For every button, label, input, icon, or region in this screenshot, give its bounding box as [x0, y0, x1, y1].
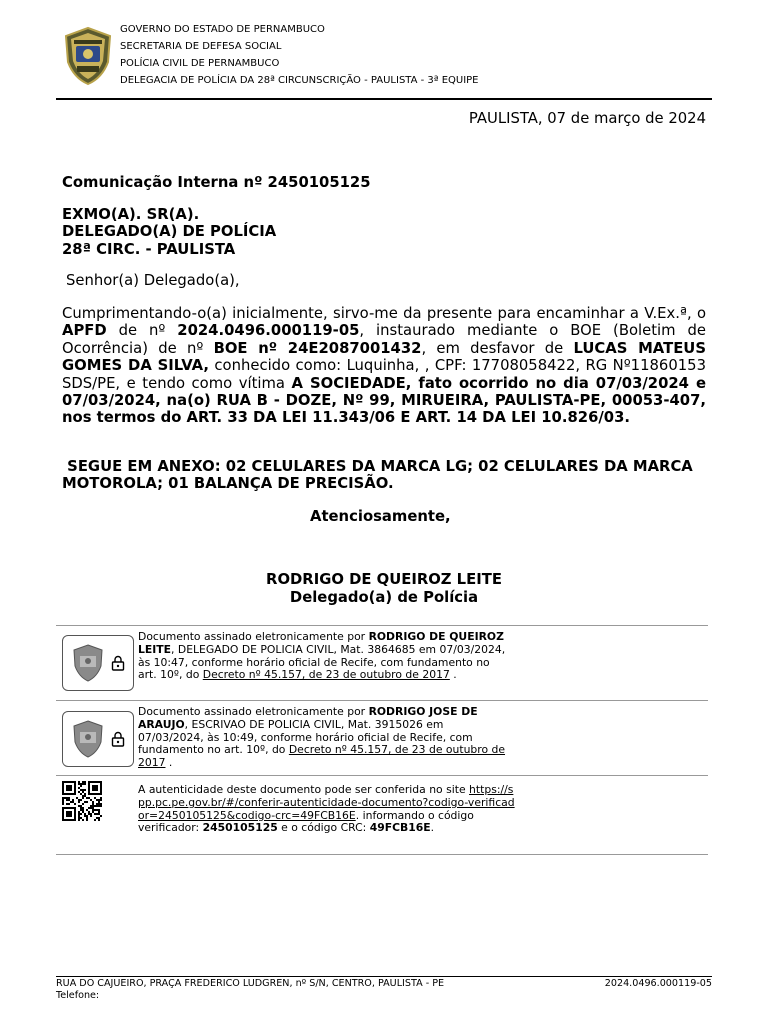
qr-module — [92, 785, 98, 791]
salutation-text: Senhor(a) Delegado(a), — [66, 272, 240, 289]
qr-module — [80, 809, 82, 811]
qr-module — [80, 817, 82, 819]
qr-module — [84, 813, 86, 815]
signature-divider-bottom — [56, 854, 708, 855]
qr-module — [78, 791, 80, 793]
qr-module — [92, 801, 94, 803]
qr-module — [94, 797, 96, 799]
salutation — [66, 272, 710, 289]
footer-reference: 2024.0496.000119-05 — [604, 978, 712, 989]
signature-1-prefix: Documento assinado eletronicamente por — [138, 630, 366, 643]
qr-module — [66, 785, 72, 791]
qr-module — [96, 803, 98, 805]
qr-module — [94, 813, 96, 815]
qr-module — [94, 819, 96, 821]
signature-1-name: RODRIGO DE QUEIROZ LEITE — [138, 630, 504, 656]
body-text-3: , instaurado mediante o BOE (Boletim de Ocorrência) de nº — [62, 322, 706, 357]
qr-module — [98, 799, 100, 801]
qr-module — [98, 813, 100, 815]
signature-2-text — [138, 706, 508, 770]
qr-module — [66, 799, 68, 801]
annex-text: SEGUE EM ANEXO: 02 CELULARES DA MARCA LG; 02 CELULARES DA MARCA MOTOROLA; 01 BALANÇA DE PRECISÃO. — [62, 458, 693, 493]
crc-code: 49FCB16E — [369, 821, 431, 835]
qr-module — [82, 789, 84, 791]
body-text-5: conhecido como: Luquinha, , CPF: 17708058422, RG Nº11860153 SDS/PE, e tendo como vítima — [62, 357, 706, 392]
qr-module — [86, 809, 88, 811]
police-seal-icon — [71, 644, 105, 682]
qr-module — [94, 809, 96, 811]
qr-module — [92, 803, 94, 805]
qr-module — [88, 811, 90, 813]
qr-module — [90, 813, 92, 815]
qr-module — [84, 783, 86, 785]
suspect-name: LUCAS MATEUS GOMES DA SILVA, — [62, 339, 706, 375]
qr-module — [78, 811, 80, 813]
police-badge-logo — [62, 26, 114, 86]
qr-module — [70, 801, 72, 803]
qr-module — [86, 819, 88, 821]
qr-module — [82, 803, 84, 805]
apfd-number: 2024.0496.000119-05 — [177, 322, 360, 340]
qr-module — [78, 781, 80, 783]
qr-module — [80, 783, 82, 785]
header-line-2: SECRETARIA DE DEFESA SOCIAL — [120, 41, 282, 52]
qr-module — [72, 799, 74, 801]
qr-module — [78, 783, 80, 785]
qr-module — [62, 799, 64, 801]
qr-module — [84, 781, 86, 783]
apfd-label: APFD — [62, 322, 107, 340]
boe-number: BOE nº 24E2087001432 — [213, 339, 422, 357]
qr-module — [94, 805, 96, 807]
body-text-4: , em desfavor de — [421, 339, 564, 357]
qr-module — [78, 799, 80, 801]
signer-name: RODRIGO DE QUEIROZ LEITE — [266, 571, 502, 588]
qr-module — [82, 797, 84, 799]
closing: Atenciosamente, — [310, 508, 451, 525]
qr-module — [100, 803, 102, 805]
footer-phone: Telefone: — [56, 990, 100, 1001]
qr-code[interactable] — [62, 781, 102, 821]
subject: Comunicação Interna nº 2450105125 — [62, 174, 371, 191]
qr-module — [82, 781, 84, 783]
qr-module — [96, 813, 98, 815]
header-line-3: POLÍCIA CIVIL DE PERNAMBUCO — [120, 58, 280, 69]
qr-module — [82, 809, 84, 811]
qr-module — [98, 803, 100, 805]
addressee-line-2: DELEGADO(A) DE POLÍCIA — [62, 223, 277, 241]
body-text-2: de nº — [118, 322, 166, 340]
qr-module — [78, 813, 80, 815]
qr-module — [66, 797, 68, 799]
authenticity-intro: A autenticidade deste documento pode ser conferida no site — [138, 783, 466, 796]
qr-module — [80, 789, 82, 791]
verification-code: 2450105125 — [202, 821, 278, 835]
qr-module — [90, 799, 92, 801]
signature-seal-2 — [62, 711, 134, 767]
qr-module — [78, 787, 80, 789]
qr-module — [86, 801, 88, 803]
qr-module — [96, 817, 98, 819]
qr-module — [100, 799, 102, 801]
qr-module — [78, 819, 80, 821]
qr-module — [62, 797, 64, 799]
signature-2-decree-link[interactable]: Decreto nº 45.157, de 23 de outubro de 2017 — [138, 743, 506, 770]
qr-module — [62, 801, 64, 803]
header-line-4: DELEGACIA DE POLÍCIA DA 28ª CIRCUNSCRIÇÃO - PAULISTA - 3ª EQUIPE — [120, 75, 479, 86]
qr-module — [90, 807, 92, 809]
header — [0, 0, 768, 100]
signature-1-details: , DELEGADO DE POLICIA CIVIL, Mat. 3864685 em 07/03/2024, às 10:47, conforme horário oficial de Recife, com fundamento no art. 10º, do — [138, 642, 506, 682]
signature-1-text — [138, 631, 508, 682]
qr-module — [66, 811, 72, 817]
signature-1-end: . — [453, 668, 457, 682]
lock-icon — [111, 655, 125, 671]
body-text-1: Cumprimentando-o(a) inicialmente, sirvo-me da presente para encaminhar a V.Ex.ª, o — [62, 305, 706, 322]
qr-module — [92, 805, 94, 807]
signature-2-end: . — [168, 756, 173, 770]
qr-module — [86, 797, 88, 799]
qr-module — [84, 795, 86, 797]
addressee-line-3: 28ª CIRC. - PAULISTA — [62, 240, 236, 258]
qr-module — [86, 817, 88, 819]
qr-module — [84, 815, 86, 817]
qr-module — [80, 807, 82, 809]
qr-module — [80, 785, 82, 787]
qr-module — [80, 805, 82, 807]
qr-module — [68, 799, 70, 801]
qr-module — [62, 803, 64, 805]
signer-role: Delegado(a) de Polícia — [289, 589, 479, 606]
qr-module — [82, 795, 84, 797]
qr-module — [72, 801, 74, 803]
qr-module — [88, 797, 90, 799]
date-line: PAULISTA, 07 de março de 2024 — [468, 110, 706, 127]
qr-module — [68, 803, 70, 805]
authenticity-code-label: informando o código verificador: — [138, 808, 474, 835]
qr-module — [100, 815, 102, 817]
qr-module — [78, 817, 80, 819]
qr-module — [98, 801, 100, 803]
qr-module — [96, 809, 98, 811]
body-paragraph — [62, 305, 706, 427]
qr-module — [78, 801, 80, 803]
annex — [62, 458, 706, 493]
qr-module — [68, 797, 70, 799]
qr-module — [90, 805, 92, 807]
qr-module — [98, 809, 100, 811]
qr-module — [98, 805, 100, 807]
signature-2-name: RODRIGO JOSE DE ARAUJO — [138, 705, 478, 731]
qr-module — [82, 791, 84, 793]
qr-module — [100, 805, 102, 807]
footer-address: RUA DO CAJUEIRO, PRAÇA FREDERICO LUDGREN, nº S/N, CENTRO, PAULISTA - PE — [56, 978, 445, 989]
authenticity-end: . — [430, 821, 435, 835]
qr-module — [88, 807, 90, 809]
qr-module — [80, 799, 82, 801]
qr-module — [98, 811, 100, 813]
qr-module — [82, 819, 84, 821]
qr-module — [74, 803, 76, 805]
qr-module — [88, 813, 90, 815]
lock-icon — [111, 731, 125, 747]
addressee-line-1: EXMO(A). SR(A). — [62, 206, 200, 223]
header-divider — [56, 98, 712, 100]
signature-seal-1 — [62, 635, 134, 691]
qr-module — [76, 797, 78, 799]
authenticity-text — [138, 784, 518, 835]
qr-module — [66, 803, 68, 805]
qr-module — [84, 793, 86, 795]
victim-and-facts: A SOCIEDADE, fato ocorrido no dia 07/03/2024 e 07/03/2024, na(o) RUA B - DOZE, Nº 99, MIRUEIRA, PAULISTA-PE, 00053-407, nos termos do ART. 33 DA LEI 11.343/06 E ART. 14 DA LEI 10.826/03. — [62, 374, 706, 427]
qr-module — [82, 807, 84, 809]
qr-module — [82, 811, 84, 813]
signature-divider-lower — [56, 775, 708, 776]
qr-module — [92, 811, 94, 813]
qr-module — [100, 797, 102, 799]
signature-divider-top — [56, 625, 708, 626]
qr-module — [96, 805, 98, 807]
authenticity-dot: . — [355, 808, 360, 822]
authenticity-url-link[interactable]: https://spp.pc.pe.gov.br/#/conferir-autenticidade-documento?codigo-verificador=2450105125&codigo-crc=49FCB16E — [138, 783, 515, 822]
signature-1-decree-link[interactable]: Decreto nº 45.157, de 23 de outubro de 2017 — [202, 668, 450, 682]
qr-module — [80, 793, 82, 795]
qr-module — [78, 815, 80, 817]
addressee — [62, 206, 706, 258]
qr-module — [86, 815, 88, 817]
header-line-1: GOVERNO DO ESTADO DE PERNAMBUCO — [120, 24, 325, 35]
qr-module — [92, 807, 94, 809]
police-seal-icon — [71, 720, 105, 758]
footer-divider — [56, 976, 712, 977]
qr-module — [64, 797, 66, 799]
qr-module — [90, 815, 92, 817]
qr-module — [80, 813, 82, 815]
qr-module — [84, 789, 86, 791]
qr-module — [96, 799, 98, 801]
signature-divider-middle — [56, 700, 708, 701]
qr-module — [92, 809, 94, 811]
qr-module — [98, 819, 100, 821]
qr-module — [78, 805, 80, 807]
qr-module — [84, 801, 86, 803]
signature-2-details: , ESCRIVAO DE POLICIA CIVIL, Mat. 3915026 em 07/03/2024, às 10:49, conforme horário oficial de Recife, com fundamento no art. 10º, do — [138, 717, 473, 757]
authenticity-crc-label: e o código CRC: — [281, 821, 367, 835]
qr-module — [82, 783, 84, 785]
qr-module — [98, 817, 100, 819]
signature-2-prefix: Documento assinado eletronicamente por — [138, 705, 366, 718]
